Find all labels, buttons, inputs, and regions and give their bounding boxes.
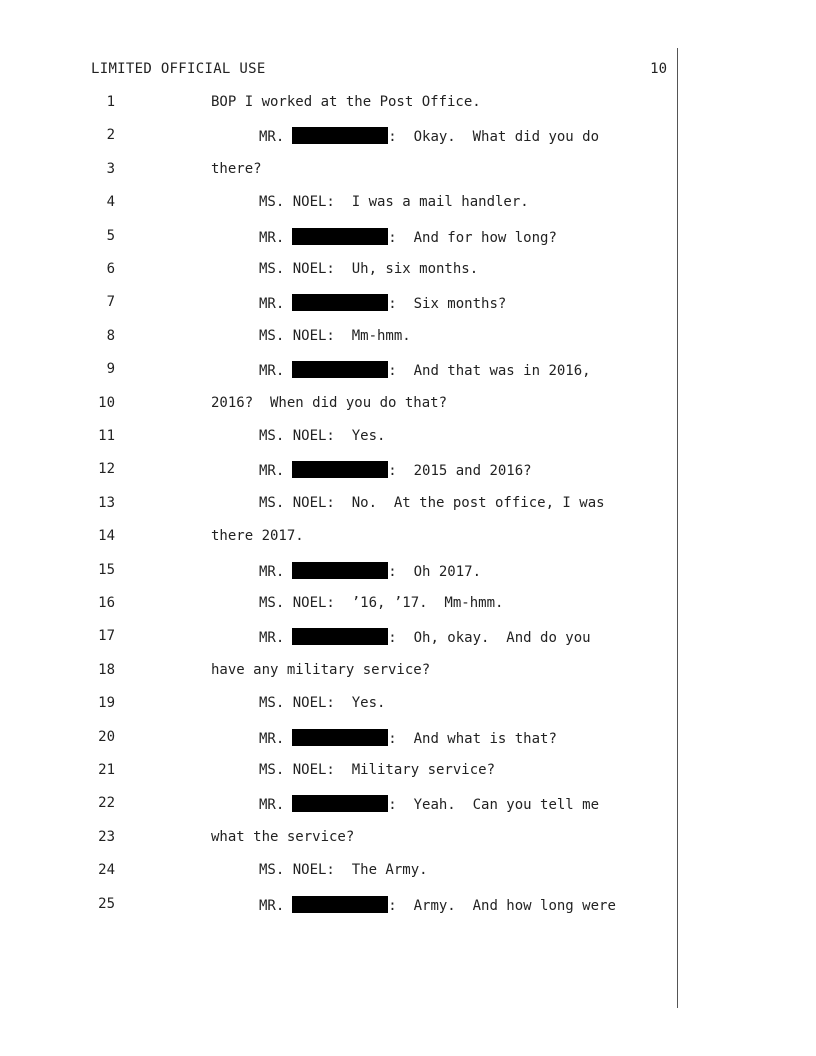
line-text [259, 361, 591, 379]
spoken-text: MS. NOEL: ’16, ’17. Mm-hmm. [259, 595, 504, 611]
line-text [259, 562, 481, 580]
line-number: 25 [98, 896, 115, 912]
transcript-line [0, 862, 680, 884]
transcript-line [0, 228, 680, 250]
line-text [259, 762, 495, 778]
spoken-text: there 2017. [211, 528, 304, 544]
spoken-text: MS. NOEL: Mm-hmm. [259, 328, 411, 344]
line-number: 6 [106, 261, 115, 277]
speaker-label: MR. [259, 463, 285, 479]
line-text [211, 829, 354, 845]
line-text [259, 595, 503, 611]
redaction-bar [292, 562, 388, 579]
transcript-line [0, 361, 680, 383]
line-text [259, 428, 385, 444]
redaction-bar [292, 361, 388, 378]
transcript-line [0, 795, 680, 817]
transcript-line [0, 896, 680, 918]
spoken-text: : Army. And how long were [388, 898, 616, 914]
line-number: 20 [98, 729, 115, 745]
line-number: 21 [98, 762, 115, 778]
transcript-line [0, 428, 680, 450]
spoken-text: 2016? When did you do that? [211, 395, 448, 411]
line-text [259, 695, 385, 711]
line-text [259, 228, 557, 246]
redaction-bar [292, 461, 388, 478]
spoken-text: BOP I worked at the Post Office. [211, 94, 481, 110]
line-text [211, 528, 304, 544]
transcript-line [0, 829, 680, 851]
spoken-text: have any military service? [211, 662, 431, 678]
line-number: 15 [98, 562, 115, 578]
line-number: 8 [106, 328, 115, 344]
transcript-line [0, 294, 680, 316]
transcript-line [0, 762, 680, 784]
speaker-label: MR. [259, 630, 285, 646]
redaction-bar [292, 896, 388, 913]
speaker-label: MR. [259, 898, 285, 914]
line-text [259, 261, 478, 277]
line-number: 17 [98, 628, 115, 644]
spoken-text: MS. NOEL: I was a mail handler. [259, 194, 529, 210]
line-number: 12 [98, 461, 115, 477]
spoken-text: MS. NOEL: Uh, six months. [259, 261, 479, 277]
line-number: 18 [98, 662, 115, 678]
spoken-text: there? [211, 161, 262, 177]
line-text [259, 795, 599, 813]
spoken-text: : Yeah. Can you tell me [388, 797, 600, 813]
speaker-label: MR. [259, 564, 285, 580]
redaction-bar [292, 729, 388, 746]
line-text [259, 495, 605, 511]
transcript-line [0, 461, 680, 483]
line-text [211, 161, 262, 177]
transcript-line [0, 161, 680, 183]
transcript-line [0, 595, 680, 617]
line-text [211, 395, 447, 411]
speaker-label: MR. [259, 129, 285, 145]
line-text [211, 94, 481, 110]
line-number: 1 [106, 94, 115, 110]
line-number: 16 [98, 595, 115, 611]
line-number: 14 [98, 528, 115, 544]
line-number: 11 [98, 428, 115, 444]
redaction-bar [292, 795, 388, 812]
transcript-line [0, 562, 680, 584]
line-text [259, 127, 599, 145]
line-text [259, 194, 529, 210]
line-text [259, 862, 428, 878]
spoken-text: : And that was in 2016, [388, 363, 591, 379]
spoken-text: : Oh 2017. [388, 564, 482, 580]
line-number: 3 [106, 161, 115, 177]
spoken-text: : And for how long? [388, 230, 557, 246]
speaker-label: MR. [259, 230, 285, 246]
spoken-text: MS. NOEL: No. At the post office, I was [259, 495, 605, 511]
line-number: 4 [106, 194, 115, 210]
redaction-bar [292, 127, 388, 144]
transcript-line [0, 94, 680, 116]
redaction-bar [292, 628, 388, 645]
line-text [259, 729, 557, 747]
transcript-line [0, 628, 680, 650]
page-number: 10 [650, 61, 667, 77]
line-number: 22 [98, 795, 115, 811]
transcript-line [0, 127, 680, 149]
redaction-bar [292, 228, 388, 245]
spoken-text: : Oh, okay. And do you [388, 630, 591, 646]
line-number: 10 [98, 395, 115, 411]
transcript-line [0, 261, 680, 283]
speaker-label: MR. [259, 296, 285, 312]
transcript-line [0, 528, 680, 550]
spoken-text: what the service? [211, 829, 355, 845]
transcript-line [0, 662, 680, 684]
line-number: 7 [106, 294, 115, 310]
line-number: 13 [98, 495, 115, 511]
transcript-line [0, 695, 680, 717]
transcript-line [0, 194, 680, 216]
speaker-label: MR. [259, 363, 285, 379]
speaker-label: MR. [259, 797, 285, 813]
spoken-text: MS. NOEL: The Army. [259, 862, 428, 878]
spoken-text: MS. NOEL: Yes. [259, 695, 386, 711]
line-number: 2 [106, 127, 115, 143]
spoken-text: MS. NOEL: Military service? [259, 762, 496, 778]
line-number: 23 [98, 829, 115, 845]
spoken-text: : Okay. What did you do [388, 129, 600, 145]
line-text [259, 328, 411, 344]
transcript-line [0, 495, 680, 517]
line-number: 19 [98, 695, 115, 711]
line-number: 9 [106, 361, 115, 377]
speaker-label: MR. [259, 731, 285, 747]
line-text [259, 294, 506, 312]
line-number: 5 [106, 228, 115, 244]
classification-header: LIMITED OFFICIAL USE [91, 61, 266, 77]
spoken-text: : 2015 and 2016? [388, 463, 532, 479]
line-text [259, 461, 532, 479]
line-text [259, 896, 616, 914]
transcript-line [0, 395, 680, 417]
line-text [211, 662, 430, 678]
line-text [259, 628, 591, 646]
line-number: 24 [98, 862, 115, 878]
spoken-text: MS. NOEL: Yes. [259, 428, 386, 444]
spoken-text: : Six months? [388, 296, 507, 312]
transcript-line [0, 328, 680, 350]
spoken-text: : And what is that? [388, 731, 557, 747]
redaction-bar [292, 294, 388, 311]
transcript-line [0, 729, 680, 751]
